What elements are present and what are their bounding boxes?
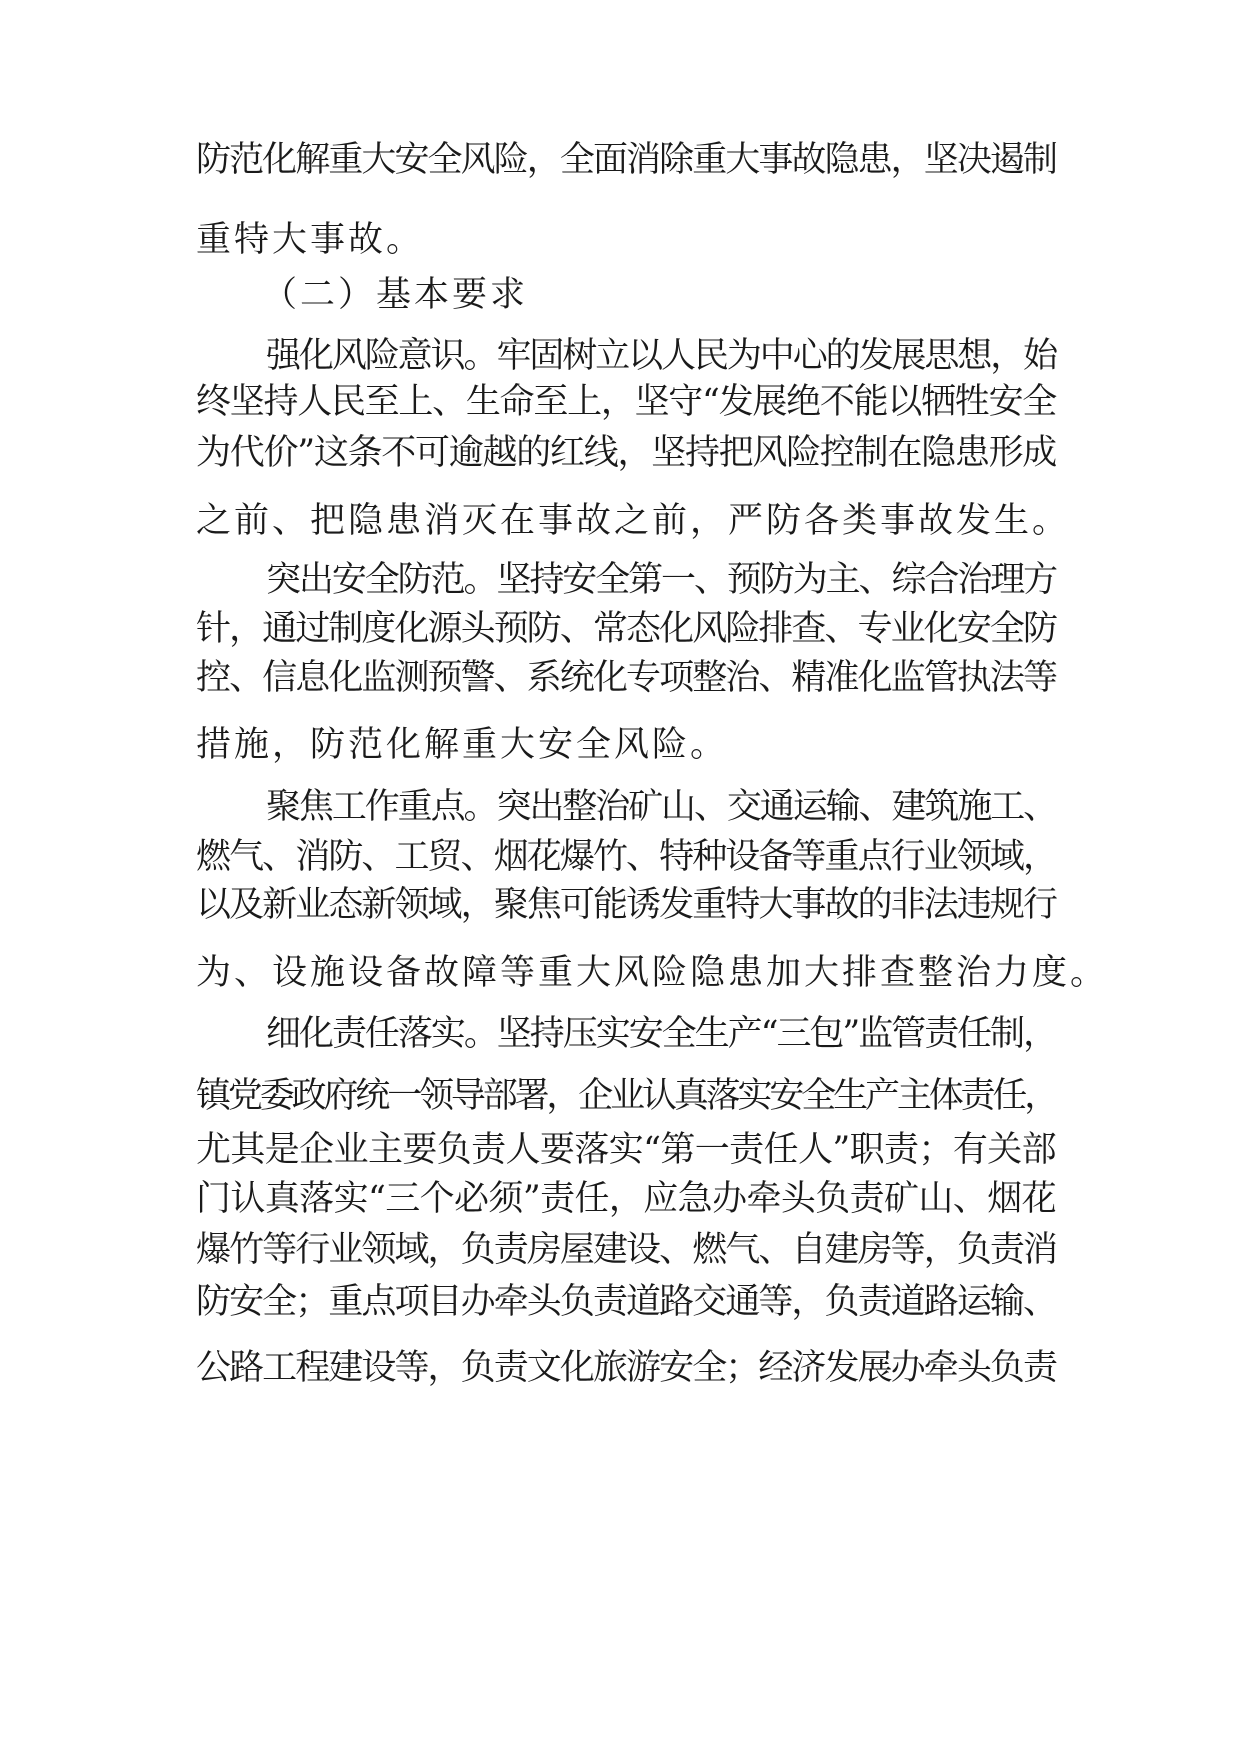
text-line: 镇党委政府统一领导部署，企业认真落实安全生产主体责任， (196, 1076, 1056, 1116)
section-heading: （二）基本要求 (262, 275, 529, 315)
text-line: 控、信息化监测预警、系统化专项整治、精准化监管执法等 (196, 658, 1056, 698)
paragraph-first-line: 强化风险意识。牢固树立以人民为中心的发展思想，始 (266, 336, 1056, 376)
text-line: 公路工程建设等，负责文化旅游安全；经济发展办牵头负责 (196, 1348, 1056, 1388)
text-line: 终坚持人民至上、生命至上，坚守“发展绝不能以牺牲安全 (196, 382, 1056, 422)
paragraph-first-line: 细化责任落实。坚持压实安全生产“三包”监管责任制， (266, 1014, 1056, 1054)
text-line: 防安全；重点项目办牵头负责道路交通等，负责道路运输、 (196, 1282, 1056, 1322)
text-line: 针，通过制度化源头预防、常态化风险排查、专业化安全防 (196, 609, 1056, 649)
text-line: 措施，防范化解重大安全风险。 (196, 725, 729, 765)
text-line: 为代价”这条不可逾越的红线，坚持把风险控制在隐患形成 (196, 433, 1056, 473)
text-line: 重特大事故。 (196, 220, 425, 260)
text-line: 防范化解重大安全风险，全面消除重大事故隐患，坚决遏制 (196, 140, 1056, 180)
text-line: 尤其是企业主要负责人要落实“第一责任人”职责；有关部 (196, 1130, 1056, 1170)
paragraph-first-line: 聚焦工作重点。突出整治矿山、交通运输、建筑施工、 (266, 787, 1056, 827)
text-line: 之前、把隐患消灭在事故之前，严防各类事故发生。 (196, 501, 1071, 541)
text-line: 门认真落实“三个必须”责任，应急办牵头负责矿山、烟花 (196, 1179, 1056, 1219)
text-line: 为、设施设备故障等重大风险隐患加大排查整治力度。 (196, 953, 1109, 993)
text-line: 燃气、消防、工贸、烟花爆竹、特种设备等重点行业领域， (196, 837, 1056, 877)
paragraph-first-line: 突出安全防范。坚持安全第一、预防为主、综合治理方 (266, 560, 1056, 600)
text-line: 爆竹等行业领域，负责房屋建设、燃气、自建房等，负责消 (196, 1230, 1056, 1270)
text-line: 以及新业态新领域，聚焦可能诱发重特大事故的非法违规行 (196, 885, 1056, 925)
